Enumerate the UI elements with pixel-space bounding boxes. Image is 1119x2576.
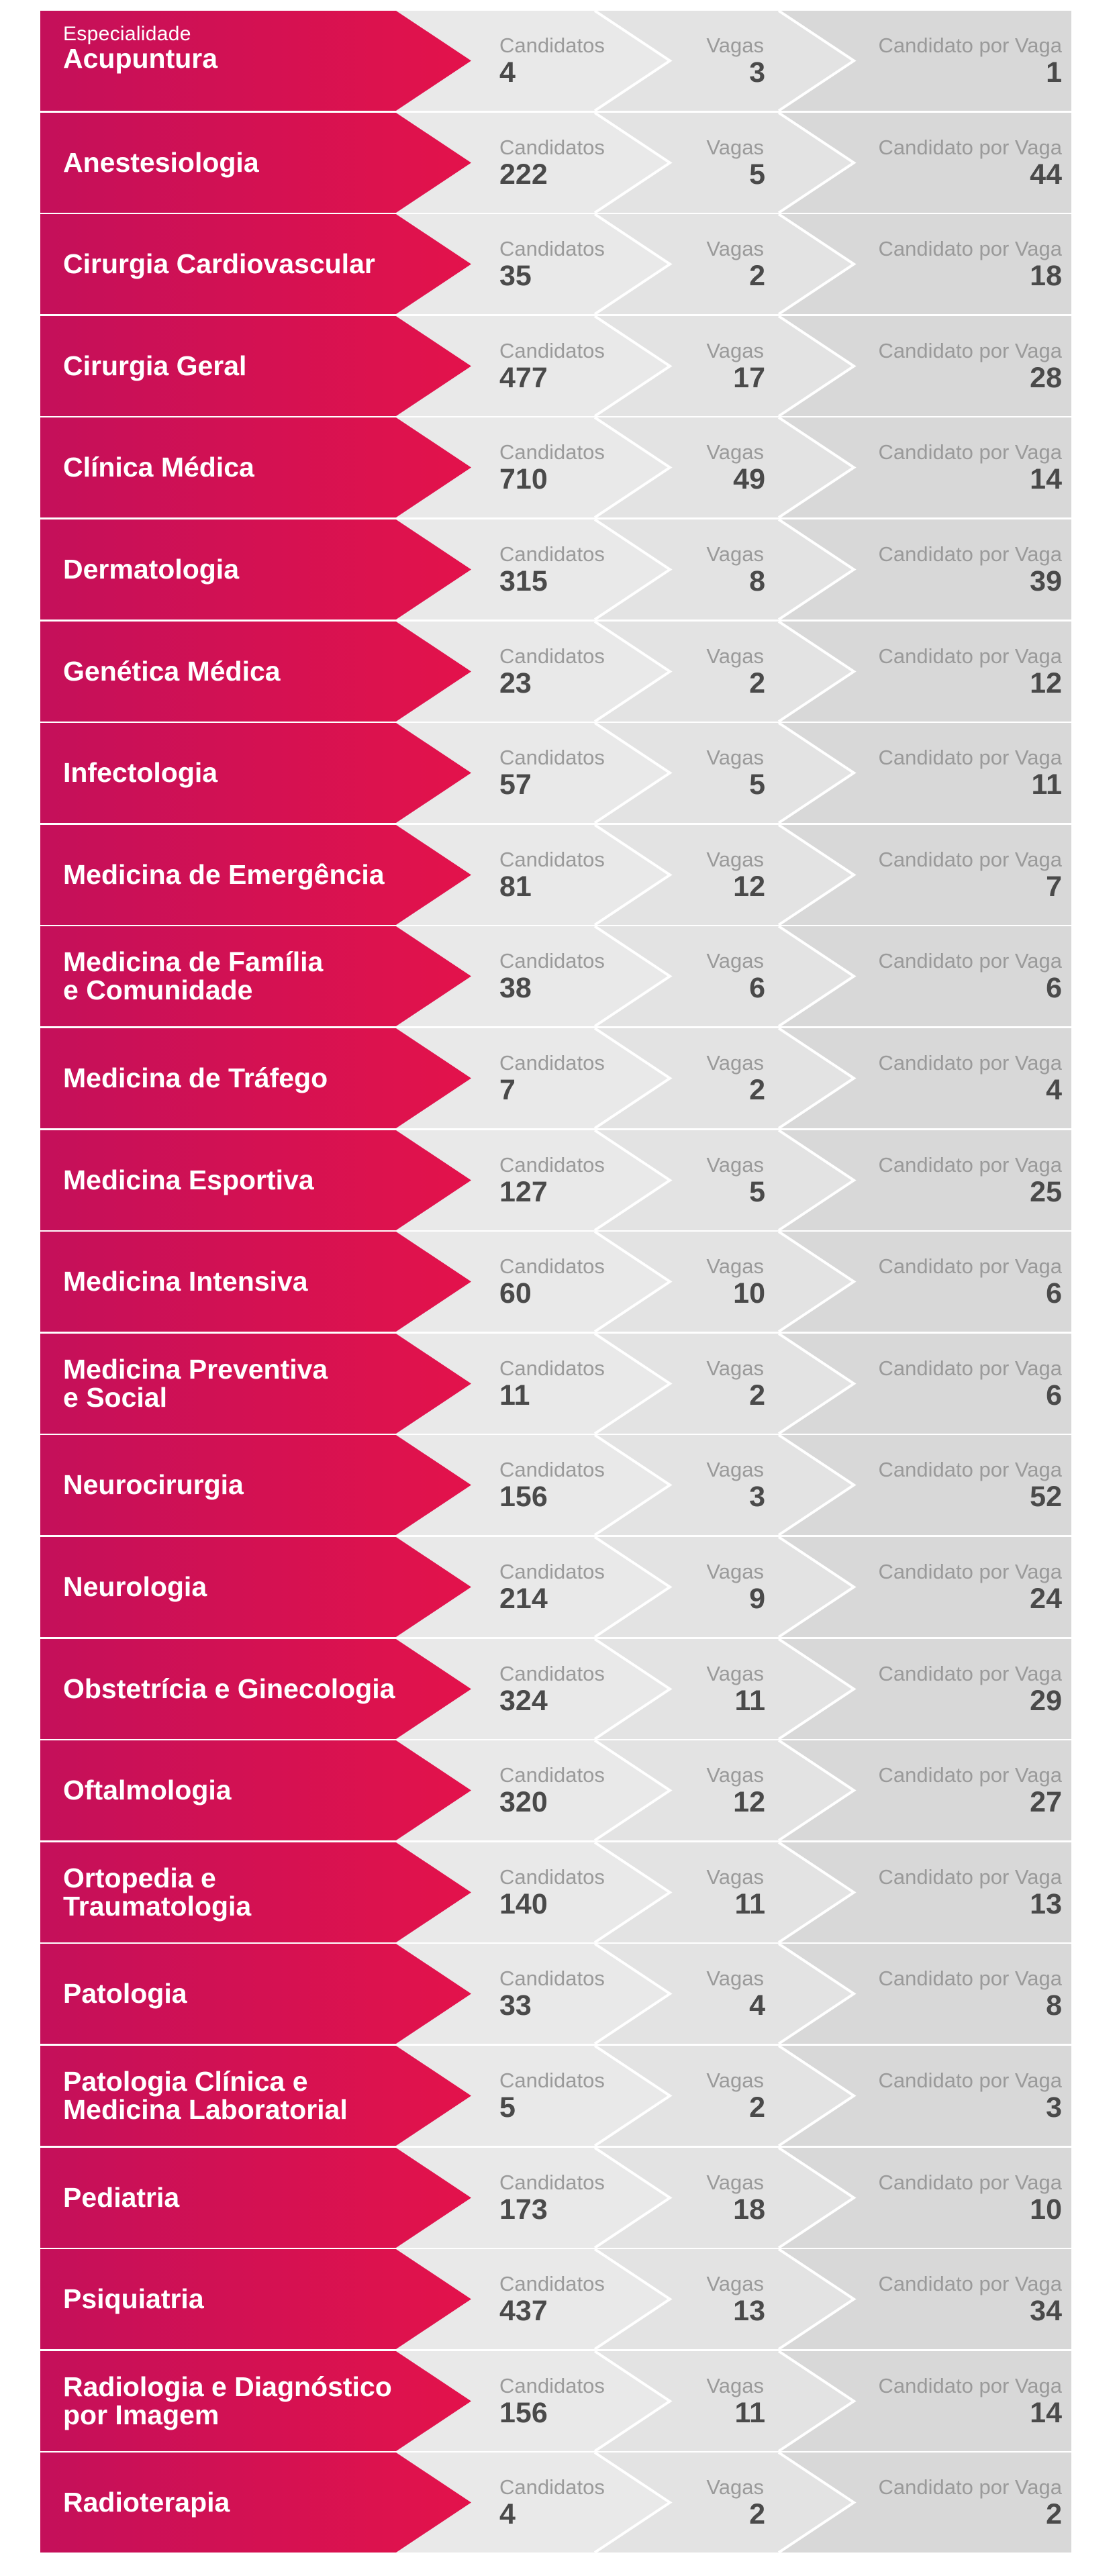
- vagas-value: 3: [749, 56, 765, 89]
- ratio-label: Candidato por Vaga: [878, 1763, 1062, 1787]
- ratio-label: Candidato por Vaga: [878, 2272, 1062, 2296]
- candidatos-label: Candidatos: [499, 1967, 605, 1991]
- table-row: [0, 2148, 1119, 2248]
- candidatos-value: 324: [499, 1684, 548, 1717]
- vagas-value: 18: [733, 2193, 765, 2226]
- table-row: [0, 1842, 1119, 1942]
- ratio-value: 7: [1046, 870, 1062, 903]
- vagas-label: Vagas: [706, 1560, 764, 1583]
- vagas-value: 11: [734, 1887, 765, 1920]
- vagas-label: Vagas: [706, 542, 764, 566]
- ratio-label: Candidato por Vaga: [878, 1458, 1062, 1482]
- vagas-label: Vagas: [706, 1458, 764, 1482]
- candidatos-value: 23: [499, 666, 532, 699]
- ratio-label: Candidato por Vaga: [878, 1865, 1062, 1889]
- candidatos-label: Candidatos: [499, 1560, 605, 1583]
- specialty-name: Medicina Preventiva: [63, 1353, 328, 1385]
- ratio-value: 52: [1030, 1481, 1062, 1514]
- vagas-value: 2: [749, 2498, 765, 2531]
- vagas-label: Vagas: [706, 847, 764, 871]
- table-row: [0, 519, 1119, 620]
- candidatos-value: 315: [499, 565, 548, 597]
- ratio-value: 2: [1046, 2498, 1062, 2531]
- ratio-value: 39: [1030, 565, 1062, 597]
- candidatos-value: 140: [499, 1887, 548, 1920]
- table-row: [0, 926, 1119, 1026]
- vagas-label: Vagas: [706, 2170, 764, 2194]
- ratio-value: 44: [1030, 158, 1062, 191]
- candidatos-label: Candidatos: [499, 1458, 605, 1482]
- candidatos-value: 477: [499, 361, 548, 394]
- candidatos-value: 57: [499, 769, 532, 801]
- specialty-name: Neurologia: [63, 1571, 207, 1602]
- table-row: [0, 1740, 1119, 1840]
- specialty-name: Radioterapia: [63, 2487, 230, 2518]
- vagas-value: 9: [749, 1583, 765, 1615]
- vagas-value: 12: [733, 1786, 765, 1819]
- ratio-label: Candidato por Vaga: [878, 1661, 1062, 1685]
- table-row: [0, 622, 1119, 722]
- specialty-name: Pediatria: [63, 2181, 180, 2213]
- vagas-label: Vagas: [706, 2069, 764, 2092]
- vagas-value: 3: [749, 1481, 765, 1514]
- specialty-name: Cirurgia Cardiovascular: [63, 248, 375, 280]
- candidatos-value: 35: [499, 260, 532, 293]
- specialty-name: e Comunidade: [63, 975, 253, 1006]
- candidatos-value: 81: [499, 870, 532, 903]
- vagas-value: 49: [733, 463, 765, 496]
- vagas-value: 2: [749, 2091, 765, 2124]
- candidatos-label: Candidatos: [499, 1051, 605, 1075]
- table-row: [0, 1435, 1119, 1535]
- candidatos-label: Candidatos: [499, 2069, 605, 2092]
- candidatos-label: Candidatos: [499, 847, 605, 871]
- vagas-label: Vagas: [706, 2475, 764, 2499]
- vagas-label: Vagas: [706, 338, 764, 362]
- candidatos-label: Candidatos: [499, 1152, 605, 1177]
- table-row: [0, 2351, 1119, 2451]
- vagas-label: Vagas: [706, 746, 764, 770]
- vagas-label: Vagas: [706, 1967, 764, 1991]
- specialty-name: Medicina de Família: [63, 946, 324, 978]
- table-row: [0, 113, 1119, 213]
- ratio-label: Candidato por Vaga: [878, 237, 1062, 261]
- ratio-label: Candidato por Vaga: [878, 440, 1062, 464]
- candidatos-value: 127: [499, 1175, 548, 1208]
- candidatos-label: Candidatos: [499, 34, 605, 57]
- table-row: [0, 2046, 1119, 2146]
- candidatos-value: 7: [499, 1074, 516, 1106]
- specialty-name: Psiquiatria: [63, 2283, 204, 2315]
- candidatos-value: 4: [499, 56, 516, 89]
- candidatos-label: Candidatos: [499, 1661, 605, 1685]
- vagas-value: 6: [749, 972, 765, 1005]
- vagas-label: Vagas: [706, 949, 764, 973]
- ratio-label: Candidato por Vaga: [878, 542, 1062, 566]
- candidatos-value: 4: [499, 2498, 516, 2531]
- vagas-value: 2: [749, 1379, 765, 1411]
- vagas-value: 11: [734, 1684, 765, 1717]
- candidatos-label: Candidatos: [499, 542, 605, 566]
- vagas-value: 12: [733, 870, 765, 903]
- candidatos-value: 320: [499, 1786, 548, 1819]
- specialty-name: Radiologia e Diagnóstico: [63, 2371, 392, 2402]
- candidatos-label: Candidatos: [499, 644, 605, 668]
- vagas-value: 17: [733, 361, 765, 394]
- ratio-value: 1: [1046, 56, 1062, 89]
- candidatos-value: 33: [499, 1989, 532, 2022]
- candidatos-label: Candidatos: [499, 440, 605, 464]
- candidatos-value: 214: [499, 1583, 548, 1615]
- specialty-name: Neurocirurgia: [63, 1469, 244, 1501]
- candidatos-label: Candidatos: [499, 135, 605, 159]
- ratio-label: Candidato por Vaga: [878, 746, 1062, 770]
- ratio-value: 12: [1030, 666, 1062, 699]
- vagas-value: 2: [749, 1074, 765, 1106]
- ratio-label: Candidato por Vaga: [878, 1051, 1062, 1075]
- vagas-value: 11: [734, 2396, 765, 2429]
- table-row: [0, 1639, 1119, 1739]
- ratio-value: 6: [1046, 1379, 1062, 1411]
- table-row: [0, 1537, 1119, 1637]
- ratio-label: Candidato por Vaga: [878, 135, 1062, 159]
- ratio-value: 8: [1046, 1989, 1062, 2022]
- vagas-label: Vagas: [706, 237, 764, 261]
- candidatos-label: Candidatos: [499, 1763, 605, 1787]
- candidatos-label: Candidatos: [499, 2475, 605, 2499]
- ratio-value: 10: [1030, 2193, 1062, 2226]
- candidatos-value: 156: [499, 1481, 548, 1514]
- candidatos-label: Candidatos: [499, 949, 605, 973]
- specialty-name: Anestesiologia: [63, 146, 259, 178]
- specialty-name: Medicina Intensiva: [63, 1266, 308, 1297]
- candidatos-value: 173: [499, 2193, 548, 2226]
- ratio-value: 11: [1031, 769, 1062, 801]
- candidatos-value: 38: [499, 972, 532, 1005]
- ratio-value: 3: [1046, 2091, 1062, 2124]
- vagas-value: 5: [749, 769, 765, 801]
- table-row: [0, 2453, 1119, 2553]
- candidatos-label: Candidatos: [499, 338, 605, 362]
- vagas-value: 5: [749, 158, 765, 191]
- specialty-name: Ortopedia e: [63, 1862, 216, 1893]
- vagas-label: Vagas: [706, 2373, 764, 2397]
- ratio-value: 6: [1046, 972, 1062, 1005]
- specialty-name: Cirurgia Geral: [63, 350, 247, 381]
- candidatos-value: 11: [499, 1379, 530, 1411]
- specialty-name: por Imagem: [63, 2399, 220, 2430]
- candidatos-label: Candidatos: [499, 2170, 605, 2194]
- specialty-name: Patologia: [63, 1978, 187, 2010]
- ratio-value: 18: [1030, 260, 1062, 293]
- specialty-name: Dermatologia: [63, 554, 239, 585]
- candidatos-value: 60: [499, 1277, 532, 1310]
- vagas-label: Vagas: [706, 644, 764, 668]
- vagas-label: Vagas: [706, 1051, 764, 1075]
- table-row: [0, 2249, 1119, 2349]
- table-row: [0, 825, 1119, 925]
- table-row: [0, 11, 1119, 111]
- candidatos-label: Candidatos: [499, 1356, 605, 1380]
- vagas-value: 2: [749, 666, 765, 699]
- specialty-name: Genética Médica: [63, 655, 281, 687]
- specialty-name: Patologia Clínica e: [63, 2066, 308, 2097]
- vagas-value: 8: [749, 565, 765, 597]
- ratio-label: Candidato por Vaga: [878, 2475, 1062, 2499]
- ratio-value: 29: [1030, 1684, 1062, 1717]
- ratio-label: Candidato por Vaga: [878, 1152, 1062, 1177]
- specialty-name: Medicina de Tráfego: [63, 1062, 328, 1093]
- table-row: [0, 1334, 1119, 1434]
- candidatos-label: Candidatos: [499, 1254, 605, 1279]
- vagas-label: Vagas: [706, 1152, 764, 1177]
- specialty-name: Medicina Laboratorial: [63, 2094, 348, 2125]
- vagas-value: 13: [733, 2295, 765, 2328]
- ratio-label: Candidato por Vaga: [878, 2373, 1062, 2397]
- candidatos-value: 156: [499, 2396, 548, 2429]
- ratio-value: 4: [1046, 1074, 1062, 1106]
- vagas-label: Vagas: [706, 135, 764, 159]
- candidatos-value: 437: [499, 2295, 548, 2328]
- vagas-label: Vagas: [706, 1356, 764, 1380]
- table-row: [0, 1232, 1119, 1332]
- vagas-value: 2: [749, 260, 765, 293]
- candidatos-label: Candidatos: [499, 746, 605, 770]
- vagas-label: Vagas: [706, 2272, 764, 2296]
- ratio-value: 25: [1030, 1175, 1062, 1208]
- ratio-value: 14: [1030, 463, 1062, 496]
- table-row: [0, 1944, 1119, 2044]
- specialty-name: Clínica Médica: [63, 452, 254, 483]
- vagas-value: 5: [749, 1175, 765, 1208]
- vagas-label: Vagas: [706, 440, 764, 464]
- table-row: [0, 1028, 1119, 1128]
- vagas-label: Vagas: [706, 1763, 764, 1787]
- ratio-value: 13: [1030, 1887, 1062, 1920]
- candidatos-value: 5: [499, 2091, 516, 2124]
- ratio-label: Candidato por Vaga: [878, 847, 1062, 871]
- ratio-label: Candidato por Vaga: [878, 949, 1062, 973]
- specialty-name: Acupuntura: [63, 43, 218, 74]
- table-row: [0, 214, 1119, 314]
- ratio-label: Candidato por Vaga: [878, 2170, 1062, 2194]
- table-row: [0, 723, 1119, 823]
- specialty-name: Medicina de Emergência: [63, 858, 385, 890]
- table-row: [0, 316, 1119, 416]
- vagas-value: 10: [733, 1277, 765, 1310]
- specialty-name: Oftalmologia: [63, 1775, 232, 1806]
- specialty-name: Obstetrícia e Ginecologia: [63, 1673, 395, 1704]
- ratio-label: Candidato por Vaga: [878, 34, 1062, 57]
- ratio-label: Candidato por Vaga: [878, 1254, 1062, 1279]
- vagas-value: 4: [749, 1989, 765, 2022]
- candidatos-value: 710: [499, 463, 548, 496]
- candidatos-label: Candidatos: [499, 2373, 605, 2397]
- vagas-label: Vagas: [706, 1865, 764, 1889]
- ratio-value: 27: [1030, 1786, 1062, 1819]
- ratio-label: Candidato por Vaga: [878, 338, 1062, 362]
- table-row: [0, 1130, 1119, 1230]
- candidatos-value: 222: [499, 158, 548, 191]
- candidatos-label: Candidatos: [499, 237, 605, 261]
- ratio-label: Candidato por Vaga: [878, 1560, 1062, 1583]
- vagas-label: Vagas: [706, 34, 764, 57]
- ratio-value: 24: [1030, 1583, 1062, 1615]
- ratio-label: Candidato por Vaga: [878, 1967, 1062, 1991]
- ratio-value: 34: [1030, 2295, 1062, 2328]
- specialty-name: Medicina Esportiva: [63, 1164, 314, 1195]
- specialty-name: Traumatologia: [63, 1890, 252, 1922]
- table-row: [0, 417, 1119, 517]
- candidatos-label: Candidatos: [499, 2272, 605, 2296]
- vagas-label: Vagas: [706, 1661, 764, 1685]
- vagas-label: Vagas: [706, 1254, 764, 1279]
- ratio-value: 6: [1046, 1277, 1062, 1310]
- ratio-label: Candidato por Vaga: [878, 644, 1062, 668]
- ratio-label: Candidato por Vaga: [878, 1356, 1062, 1380]
- candidatos-label: Candidatos: [499, 1865, 605, 1889]
- ratio-value: 28: [1030, 361, 1062, 394]
- specialty-name: Infectologia: [63, 757, 218, 789]
- ratio-value: 14: [1030, 2396, 1062, 2429]
- ratio-label: Candidato por Vaga: [878, 2069, 1062, 2092]
- specialty-header-label: Especialidade: [63, 23, 191, 45]
- specialty-name: e Social: [63, 1381, 167, 1413]
